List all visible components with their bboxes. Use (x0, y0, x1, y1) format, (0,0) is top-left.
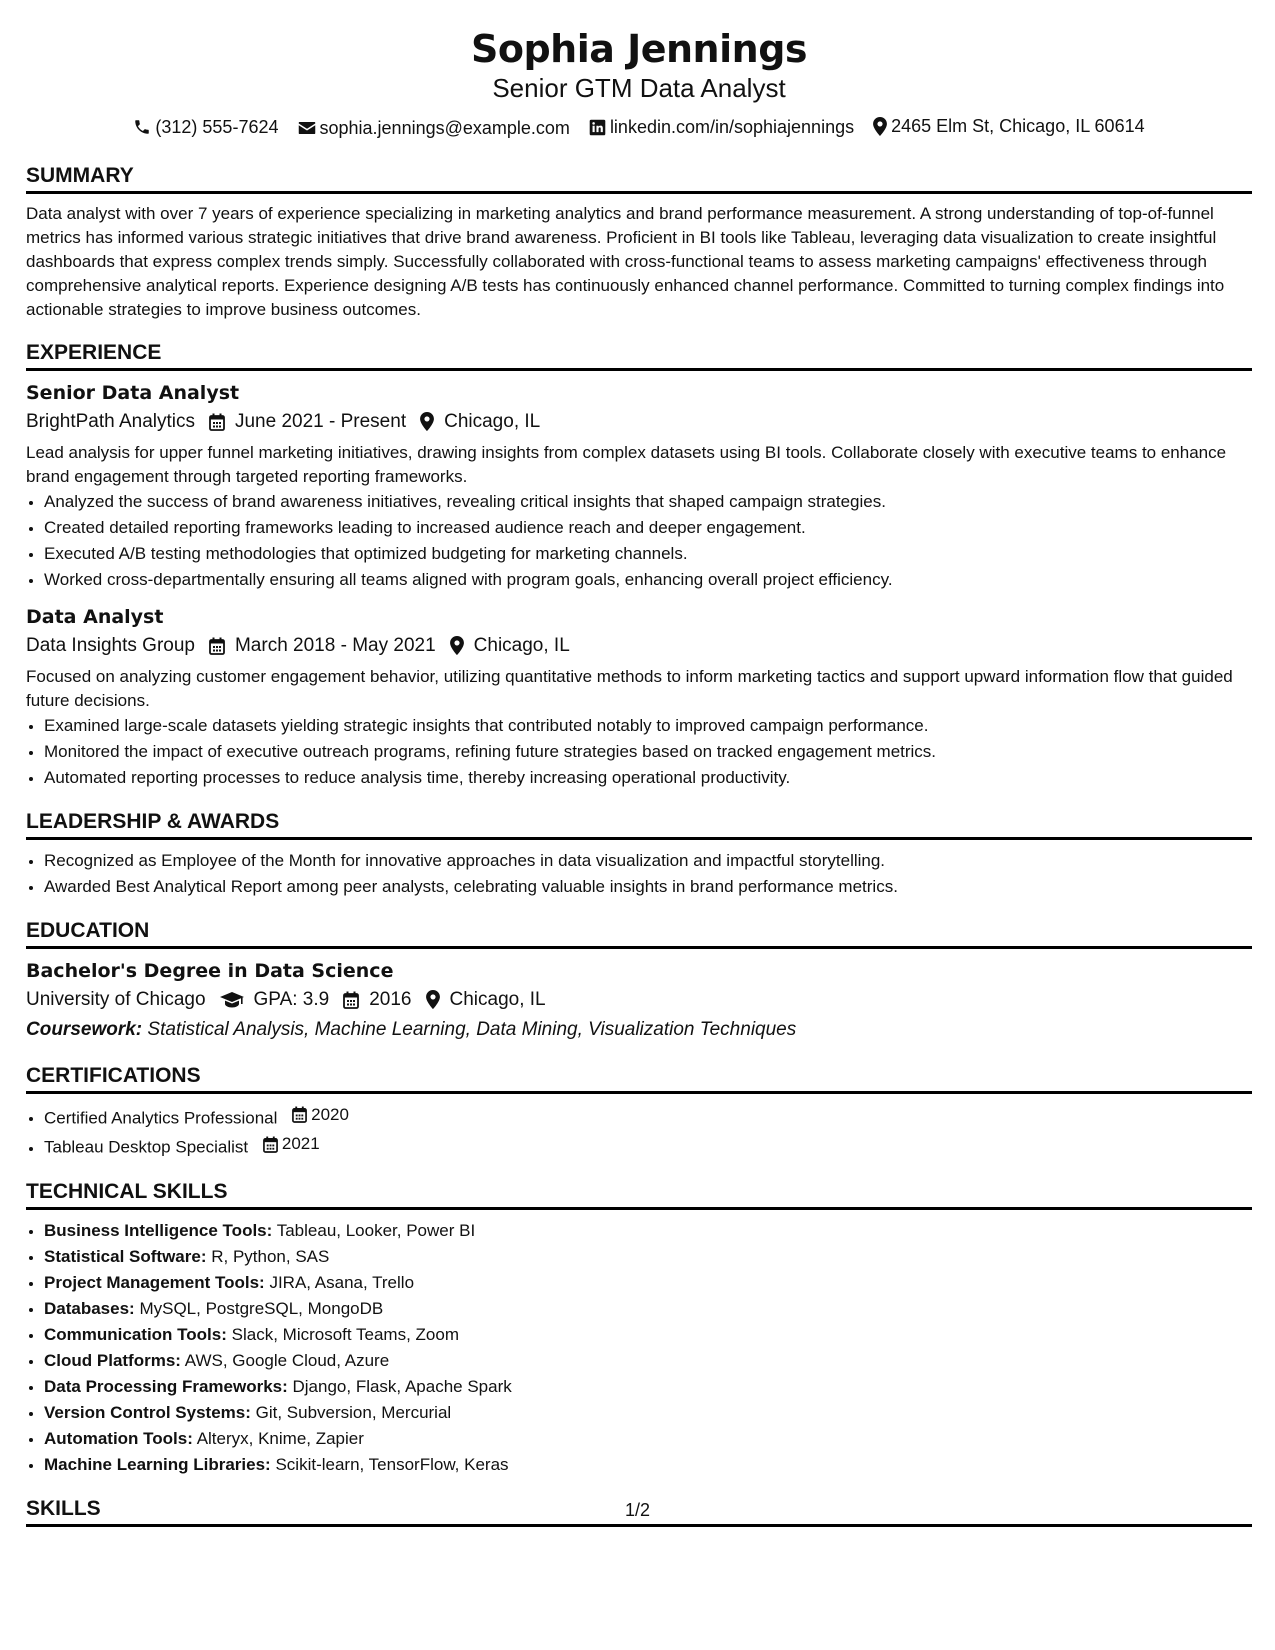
location-icon (426, 990, 440, 1009)
job-dates (209, 631, 436, 661)
calendar-icon (209, 637, 225, 655)
education-gpa (220, 985, 330, 1015)
calendar-icon (209, 413, 225, 431)
list-item: • Executed A/B testing methodologies that optimized budgeting for marketing channels. (44, 541, 1252, 567)
list-item: • Analyzed the success of brand awareness initiatives, revealing critical insights that shaped campaign strategies. (44, 489, 1252, 515)
skill-label: Databases: (44, 1298, 135, 1318)
job-location (450, 631, 570, 661)
phone-text: (312) 555-7624 (155, 116, 279, 137)
list-item (44, 1131, 1252, 1161)
coursework-line (26, 1015, 1252, 1045)
gpa-text: GPA: 3.9 (253, 988, 330, 1010)
location-text: Chicago, IL (444, 410, 541, 432)
summary-section (26, 163, 1252, 322)
skill-label: Project Management Tools: (44, 1272, 265, 1292)
leadership-section (26, 809, 1252, 900)
address-text: 2465 Elm St, Chicago, IL 60614 (891, 116, 1145, 136)
job-meta (26, 631, 1252, 661)
list-item (44, 1102, 1252, 1132)
education-section (26, 918, 1252, 1045)
skill-label: Statistical Software: (44, 1246, 207, 1266)
cert-year (292, 1102, 349, 1128)
skill-label: Communication Tools: (44, 1324, 227, 1344)
list-item: • Created detailed reporting frameworks leading to increased audience reach and deeper engagement. (44, 515, 1252, 541)
calendar-icon (263, 1136, 278, 1153)
school-text: University of Chicago (26, 988, 206, 1010)
list-item (44, 1296, 1252, 1322)
education-year (343, 985, 411, 1015)
skill-value: Django, Flask, Apache Spark (292, 1376, 512, 1396)
leadership-heading: LEADERSHIP & AWARDS (26, 809, 1252, 840)
education-meta (26, 985, 1252, 1015)
year-text: 2016 (369, 988, 412, 1010)
skill-value: Alteryx, Knime, Zapier (196, 1428, 364, 1448)
contact-address (873, 113, 1145, 139)
list-item: • Monitored the impact of executive outreach programs, refining future strategies based on tracked engagement metrics. (44, 739, 1252, 765)
job-entry (26, 603, 1252, 791)
certifications-list (26, 1102, 1252, 1161)
list-item: • Examined large-scale datasets yielding strategic insights that contributed notably to improved campaign performance. (44, 713, 1252, 739)
location-text: Chicago, IL (449, 988, 546, 1010)
summary-text: Data analyst with over 7 years of experience specializing in marketing analytics and brand performance measurement. A strong understanding of top-of-funnel metrics has informed various strategic initiatives that drive brand awareness. Proficient in BI tools like Tableau, leveraging data visualization to create insightful dashboards that express complex trends simply. Successfully collaborated with cross-functional teams to assess marketing campaigns' effectiveness through comprehensive analytical reports. Experience designing A/B tests has continuously enhanced channel performance. Committed to turning complex findings into actionable strategies to improve business outcomes. (26, 203, 1225, 319)
email-text[interactable]: sophia.jennings@example.com (319, 117, 570, 138)
location-icon (873, 117, 887, 136)
linkedin-icon (589, 119, 606, 136)
job-company (26, 407, 195, 437)
list-item (44, 1348, 1252, 1374)
graduation-cap-icon (220, 992, 244, 1008)
location-icon (420, 412, 434, 431)
experience-section (26, 340, 1252, 791)
list-item (44, 1374, 1252, 1400)
experience-heading: EXPERIENCE (26, 340, 1252, 371)
dates-text: June 2021 - Present (234, 410, 407, 432)
skill-value: JIRA, Asana, Trello (269, 1272, 415, 1292)
contact-bar (26, 113, 1252, 143)
leadership-list (26, 848, 1252, 900)
cert-name: Tableau Desktop Specialist (44, 1137, 249, 1157)
skill-label: Machine Learning Libraries: (44, 1454, 271, 1474)
list-item (44, 1322, 1252, 1348)
skill-value: Scikit-learn, TensorFlow, Keras (275, 1454, 509, 1474)
contact-email[interactable] (298, 115, 570, 141)
list-item (44, 1270, 1252, 1296)
job-description: Lead analysis for upper funnel marketing initiatives, drawing insights from complex datasets using BI tools. Collaborate closely with executive teams to enhance brand engagement through targeted reporting frameworks. (26, 442, 1227, 486)
cert-year-text: 2021 (281, 1134, 320, 1153)
list-item: • Awarded Best Analytical Report among peer analysts, celebrating valuable insights in brand performance metrics. (44, 874, 1252, 900)
candidate-name: Sophia Jennings (470, 27, 808, 71)
list-item: • Worked cross-departmentally ensuring all teams aligned with program goals, enhancing overall project efficiency. (44, 567, 1252, 593)
certifications-heading: CERTIFICATIONS (26, 1063, 1252, 1094)
degree-title: Bachelor's Degree in Data Science (26, 959, 394, 982)
contact-linkedin[interactable] (589, 114, 854, 140)
calendar-icon (343, 991, 359, 1009)
list-item: • Recognized as Employee of the Month for innovative approaches in data visualization and impactful storytelling. (44, 848, 1252, 874)
calendar-icon (292, 1106, 307, 1123)
job-description: Focused on analyzing customer engagement behavior, utilizing quantitative methods to inform marketing tactics and support upward information flow that guided future decisions. (26, 666, 1233, 710)
skills-heading: SKILLS (26, 1496, 1252, 1527)
skill-value: Slack, Microsoft Teams, Zoom (231, 1324, 459, 1344)
school-name (26, 985, 206, 1015)
job-location (420, 407, 540, 437)
dates-text: March 2018 - May 2021 (234, 634, 436, 656)
skill-label: Data Processing Frameworks: (44, 1376, 288, 1396)
list-item: • Automated reporting processes to reduce analysis time, thereby increasing operational productivity. (44, 765, 1252, 791)
skill-value: MySQL, PostgreSQL, MongoDB (139, 1298, 384, 1318)
technical-skills-section (26, 1179, 1252, 1478)
contact-phone (133, 114, 278, 140)
skill-value: Tableau, Looker, Power BI (276, 1220, 476, 1240)
skill-value: Git, Subversion, Mercurial (255, 1402, 452, 1422)
candidate-title: Senior GTM Data Analyst (492, 73, 786, 103)
summary-heading: SUMMARY (26, 163, 1252, 194)
certifications-section (26, 1063, 1252, 1161)
skill-label: Version Control Systems: (44, 1402, 251, 1422)
page-number: 1/2 (624, 1500, 651, 1520)
technical-skills-heading: TECHNICAL SKILLS (26, 1179, 1252, 1210)
list-item (44, 1452, 1252, 1478)
job-company (26, 631, 195, 661)
technical-skills-list (26, 1218, 1252, 1478)
resume-page (26, 24, 1252, 1535)
job-role: Data Analyst (26, 605, 164, 628)
job-dates (209, 407, 406, 437)
coursework-label: Coursework: (26, 1018, 143, 1040)
resume-header (26, 24, 1252, 143)
email-icon (298, 120, 316, 136)
job-meta (26, 407, 1252, 437)
skill-label: Business Intelligence Tools: (44, 1220, 273, 1240)
education-heading: EDUCATION (26, 918, 1252, 949)
skill-label: Cloud Platforms: (44, 1350, 181, 1370)
company-name: Data Insights Group (26, 634, 195, 656)
cert-year (263, 1131, 320, 1157)
job-entry (26, 379, 1252, 593)
cert-name: Certified Analytics Professional (44, 1108, 278, 1127)
skill-label: Automation Tools: (44, 1428, 193, 1448)
skill-value: R, Python, SAS (211, 1246, 330, 1266)
phone-icon (133, 118, 151, 136)
cert-year-text: 2020 (311, 1104, 349, 1124)
job-bullets (26, 713, 1252, 791)
coursework-text: Statistical Analysis, Machine Learning, Data Mining, Visualization Techniques (147, 1018, 797, 1040)
list-item (44, 1218, 1252, 1244)
list-item (44, 1426, 1252, 1452)
job-role: Senior Data Analyst (26, 381, 240, 404)
skill-value: AWS, Google Cloud, Azure (184, 1350, 390, 1370)
location-icon (450, 636, 464, 655)
linkedin-text[interactable]: linkedin.com/in/sophiajennings (609, 117, 855, 137)
list-item (44, 1244, 1252, 1270)
job-bullets (26, 489, 1252, 593)
company-name: BrightPath Analytics (26, 410, 195, 432)
education-location (426, 985, 546, 1015)
list-item (44, 1400, 1252, 1426)
location-text: Chicago, IL (473, 634, 570, 656)
